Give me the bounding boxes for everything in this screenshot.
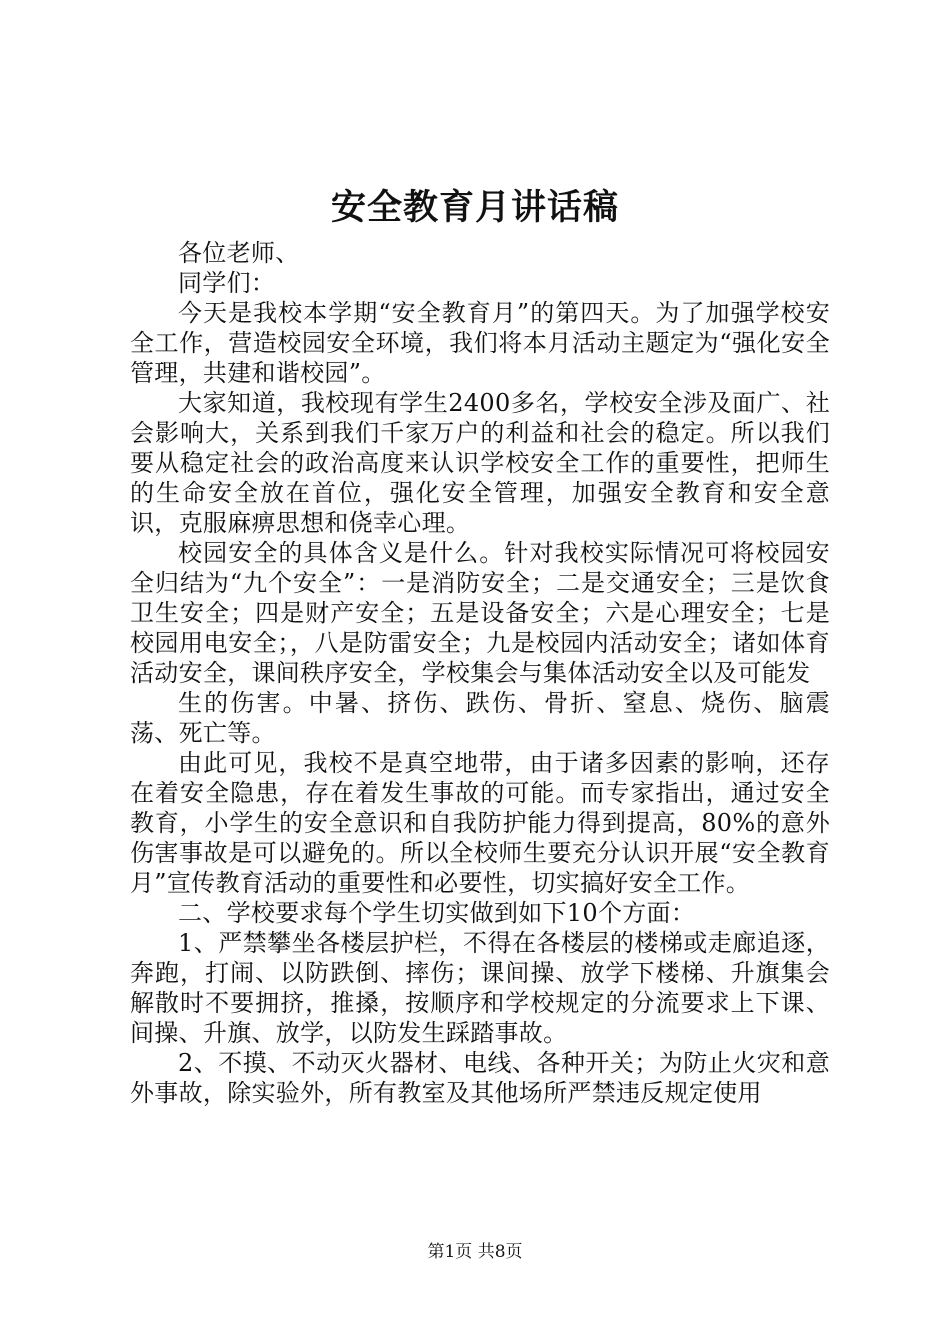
page-number-footer: 第1页 共8页	[427, 1242, 523, 1262]
salutation-line-2: 同学们：	[178, 269, 276, 297]
requirement-item-1: 1、严禁攀坐各楼层护栏，不得在各楼层的楼梯或走廊追逐，奔跑，打闹、以防跌倒、摔伤；课间操、放学下楼梯、升旗集会解散时不要拥挤，推搡，按顺序和学校规定的分流要求上下课、间操、升旗、放学，以防发生踩踏事故。	[130, 929, 830, 1047]
document-title: 安全教育月讲话稿	[330, 187, 619, 228]
salutation-line-1: 各位老师、	[178, 239, 300, 267]
paragraph-hazards: 由此可见，我校不是真空地带，由于诸多因素的影响，还存在着安全隐患，存在着发生事故的可能。而专家指出，通过安全教育，小学生的安全意识和自我防护能力得到提高，80%的意外伤害事故是可以避免的。所以全校师生要充分认识开展“安全教育月”宣传教育活动的重要性和必要性，切实搞好安全工作。	[130, 749, 830, 897]
document-body	[130, 238, 830, 1108]
section-heading-requirements: 二、学校要求每个学生切实做到如下10个方面：	[178, 899, 696, 927]
paragraph-student-count: 大家知道，我校现有学生2400多名，学校安全涉及面广、社会影响大，关系到我们千家万户的利益和社会的稳定。所以我们要从稳定社会的政治高度来认识学校安全工作的重要性，把师生的生命安全放在首位，强化安全管理，加强安全教育和安全意识，克服麻痹思想和侥幸心理。	[130, 389, 830, 537]
requirement-item-2: 2、不摸、不动灭火器材、电线、各种开关；为防止火灾和意外事故，除实验外，所有教室及其他场所严禁违反规定使用	[130, 1049, 830, 1107]
paragraph-nine-safeties: 校园安全的具体含义是什么。针对我校实际情况可将校园安全归结为“九个安全”：一是消防安全；二是交通安全；三是饮食卫生安全；四是财产安全；五是设备安全；六是心理安全；七是校园用电安全；，八是防雷安全；九是校园内活动安全；诸如体育活动安全，课间秩序安全，学校集会与集体活动安全以及可能发	[130, 539, 830, 687]
paragraph-injuries: 生的伤害。中暑、挤伤、跌伤、骨折、窒息、烧伤、脑震荡、死亡等。	[130, 689, 830, 747]
paragraph-intro: 今天是我校本学期“安全教育月”的第四天。为了加强学校安全工作，营造校园安全环境，我们将本月活动主题定为“强化安全管理，共建和谐校园”。	[130, 299, 830, 387]
